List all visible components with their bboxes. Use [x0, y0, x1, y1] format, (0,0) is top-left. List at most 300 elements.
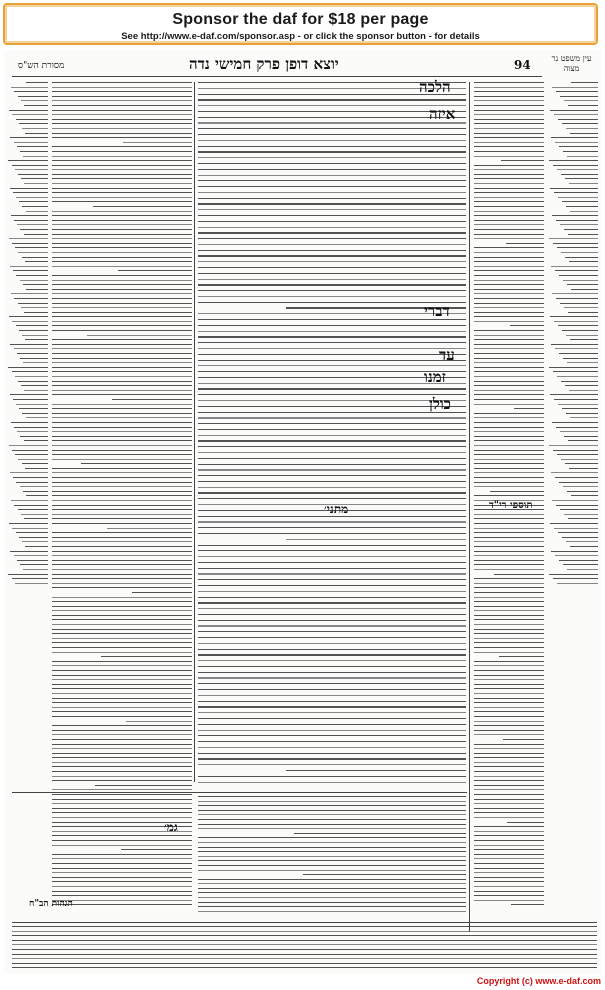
text-line: [126, 721, 192, 722]
text-line: [52, 91, 192, 92]
text-line: [474, 229, 544, 230]
header-rule: [12, 76, 542, 77]
text-line: [52, 454, 192, 455]
text-line: [52, 459, 192, 460]
text-line: [198, 828, 466, 829]
text-line: [11, 500, 48, 501]
text-line: [22, 413, 48, 414]
text-line: [52, 385, 192, 386]
text-line: [12, 114, 48, 115]
text-line: [559, 482, 599, 483]
text-line: [20, 436, 48, 437]
sponsor-banner[interactable]: [3, 3, 598, 45]
text-line: [198, 782, 466, 783]
text-line: [474, 858, 544, 859]
text-line: [52, 417, 192, 418]
text-line: [198, 747, 466, 748]
text-line: [21, 178, 48, 179]
text-line: [474, 578, 544, 579]
text-line: [553, 165, 599, 166]
text-line: [12, 958, 597, 959]
text-line: [198, 568, 466, 569]
talmud-page: [4, 50, 601, 974]
text-line: [52, 174, 192, 175]
text-line: [52, 114, 192, 115]
text-line: [12, 578, 48, 579]
text-line: [52, 100, 192, 101]
text-line: [52, 578, 192, 579]
text-line: [21, 307, 48, 308]
text-line: [198, 649, 466, 650]
text-line: [198, 608, 466, 609]
text-line: [554, 114, 599, 115]
text-line: [52, 422, 192, 423]
text-line: [556, 91, 598, 92]
text-line: [24, 390, 48, 391]
text-line: [198, 847, 466, 848]
footnote-rule: [12, 922, 597, 923]
text-line: [474, 100, 544, 101]
text-line: [52, 808, 192, 809]
text-line: [123, 142, 192, 143]
text-line: [198, 325, 466, 326]
text-line: [474, 831, 544, 832]
text-line: [14, 427, 48, 428]
text-line: [121, 849, 192, 850]
text-line: [198, 163, 466, 164]
text-line: [9, 445, 48, 446]
text-line: [198, 764, 466, 765]
text-line: [52, 569, 192, 570]
text-line: [52, 362, 192, 363]
text-line: [52, 583, 192, 584]
text-line: [52, 165, 192, 166]
text-line: [13, 399, 48, 400]
text-line: [15, 169, 48, 170]
text-line: [26, 82, 48, 83]
text-line: [95, 785, 192, 786]
text-line: [559, 353, 598, 354]
text-line: [198, 435, 466, 436]
text-line: [511, 904, 544, 905]
text-line: [52, 234, 192, 235]
text-line: [474, 87, 544, 88]
mishna-heading: מתני׳: [324, 502, 349, 516]
text-line: [474, 661, 544, 662]
text-line: [198, 758, 466, 759]
text-line: [474, 142, 544, 143]
text-line: [474, 192, 544, 193]
text-line: [570, 211, 598, 212]
text-line: [198, 348, 466, 349]
text-line: [286, 539, 466, 540]
text-line: [52, 119, 192, 120]
text-line: [52, 312, 192, 313]
text-line: [22, 541, 48, 542]
text-line: [562, 123, 599, 124]
text-line: [18, 252, 48, 253]
text-line: [474, 665, 544, 666]
text-line: [490, 491, 544, 492]
text-line: [52, 491, 192, 492]
text-line: [52, 468, 192, 469]
text-line: [19, 123, 48, 124]
text-line: [52, 257, 192, 258]
text-line: [303, 874, 466, 875]
text-line: [198, 545, 466, 546]
text-line: [20, 280, 48, 281]
text-line: [474, 413, 544, 414]
text-line: [198, 672, 466, 673]
text-line: [52, 160, 192, 161]
text-line: [571, 289, 599, 290]
text-line: [52, 895, 192, 896]
text-line: [561, 459, 598, 460]
text-line: [52, 633, 192, 634]
text-line: [474, 344, 544, 345]
text-line: [198, 902, 466, 903]
text-line: [474, 261, 544, 262]
text-line: [567, 362, 598, 363]
text-line: [556, 220, 599, 221]
text-line: [52, 289, 192, 290]
text-line: [474, 477, 544, 478]
text-line: [554, 321, 599, 322]
text-line: [198, 157, 466, 158]
text-line: [474, 358, 544, 359]
left-commentary-column: [52, 82, 192, 932]
text-line: [14, 505, 48, 506]
page-number: 94: [514, 58, 531, 72]
text-line: [198, 394, 466, 395]
text-line: [9, 110, 48, 111]
text-line: [198, 550, 466, 551]
text-line: [11, 215, 48, 216]
text-line: [26, 289, 48, 290]
text-line: [12, 967, 597, 968]
text-line: [52, 293, 192, 294]
text-line: [22, 257, 48, 258]
text-line: [474, 247, 544, 248]
text-line: [52, 82, 192, 83]
text-line: [52, 390, 192, 391]
text-line: [474, 845, 544, 846]
text-line: [52, 431, 192, 432]
text-line: [19, 330, 48, 331]
text-line: [21, 514, 48, 515]
text-line: [474, 748, 544, 749]
text-line: [558, 197, 598, 198]
text-line: [474, 679, 544, 680]
text-line: [52, 275, 192, 276]
text-line: [554, 528, 599, 529]
text-line: [569, 183, 599, 184]
text-line: [198, 879, 466, 880]
text-line: [52, 404, 192, 405]
text-line: [25, 133, 48, 134]
text-line: [52, 587, 192, 588]
text-line: [198, 556, 466, 557]
text-line: [474, 201, 544, 202]
text-line: [556, 505, 598, 506]
text-line: [52, 684, 192, 685]
text-line: [474, 670, 544, 671]
text-line: [52, 105, 192, 106]
text-line: [24, 105, 48, 106]
text-line: [561, 252, 598, 253]
text-line: [556, 298, 598, 299]
text-line: [474, 744, 544, 745]
text-line: [474, 303, 544, 304]
text-line: [10, 472, 48, 473]
text-line: [198, 192, 466, 193]
text-line: [25, 339, 48, 340]
text-line: [569, 261, 598, 262]
text-line: [23, 491, 48, 492]
text-line: [474, 165, 544, 166]
text-line: [198, 440, 466, 441]
text-line: [198, 250, 466, 251]
text-line: [474, 96, 544, 97]
text-line: [474, 872, 544, 873]
text-line: [22, 206, 48, 207]
text-line: [52, 495, 192, 496]
text-line: [474, 597, 544, 598]
text-line: [52, 597, 192, 598]
text-line: [52, 854, 192, 855]
text-line: [570, 417, 598, 418]
text-line: [474, 868, 544, 869]
text-line: [474, 633, 544, 634]
text-line: [564, 436, 599, 437]
text-line: [52, 156, 192, 157]
text-line: [474, 551, 544, 552]
sponsor-title[interactable]: Sponsor the daf for $18 per page: [172, 11, 429, 28]
text-line: [550, 316, 599, 317]
text-line: [52, 371, 192, 372]
text-line: [25, 546, 48, 547]
text-line: [20, 486, 48, 487]
text-line: [14, 348, 48, 349]
text-line: [198, 122, 466, 123]
text-line: [474, 721, 544, 722]
text-line: [52, 642, 192, 643]
text-line: [52, 376, 192, 377]
text-line: [474, 376, 544, 377]
text-line: [474, 335, 544, 336]
text-line: [198, 776, 466, 777]
text-line: [198, 801, 466, 802]
text-line: [198, 573, 466, 574]
text-line: [198, 99, 466, 100]
text-line: [474, 123, 544, 124]
copyright-link[interactable]: Copyright (c) www.e-daf.com: [476, 976, 601, 986]
text-line: [52, 96, 192, 97]
text-line: [474, 592, 544, 593]
text-line: [198, 660, 466, 661]
text-line: [474, 353, 544, 354]
text-line: [474, 546, 544, 547]
text-line: [20, 151, 48, 152]
text-line: [52, 647, 192, 648]
text-line: [474, 133, 544, 134]
text-line: [21, 385, 48, 386]
text-line: [474, 482, 544, 483]
text-line: [198, 400, 466, 401]
text-line: [474, 642, 544, 643]
text-line: [474, 849, 544, 850]
text-line: [474, 900, 544, 901]
text-line: [198, 198, 466, 199]
main-word-zmano: זמנו: [424, 368, 446, 386]
text-line: [52, 192, 192, 193]
text-line: [52, 619, 192, 620]
text-line: [474, 734, 544, 735]
text-line: [474, 110, 544, 111]
text-line: [198, 452, 466, 453]
text-line: [16, 532, 48, 533]
text-line: [13, 192, 48, 193]
text-line: [8, 160, 48, 161]
text-line: [503, 739, 544, 740]
text-line: [474, 835, 544, 836]
text-line: [11, 87, 48, 88]
text-line: [52, 716, 192, 717]
text-line: [555, 477, 599, 478]
text-line: [198, 215, 466, 216]
text-line: [132, 592, 192, 593]
text-line: [198, 856, 466, 857]
text-line: [474, 523, 544, 524]
text-line: [558, 532, 599, 533]
text-line: [26, 211, 48, 212]
text-line: [198, 388, 466, 389]
text-line: [550, 188, 598, 189]
text-line: [474, 757, 544, 758]
text-line: [563, 358, 598, 359]
text-line: [52, 817, 192, 818]
text-line: [474, 312, 544, 313]
text-line: [23, 569, 48, 570]
sponsor-subtitle[interactable]: See http://www.e-daf.com/sponsor.asp - or click the sponsor button - for details: [121, 31, 480, 42]
text-line: [52, 900, 192, 901]
text-line: [560, 509, 598, 510]
text-line: [12, 926, 597, 927]
text-line: [24, 234, 48, 235]
text-line: [198, 238, 466, 239]
text-line: [474, 891, 544, 892]
text-line: [567, 284, 599, 285]
text-line: [566, 413, 598, 414]
text-line: [14, 91, 48, 92]
text-line: [551, 551, 598, 552]
text-line: [563, 564, 598, 565]
text-line: [198, 533, 466, 534]
text-line: [474, 684, 544, 685]
text-line: [198, 712, 466, 713]
text-line: [474, 472, 544, 473]
text-line: [198, 244, 466, 245]
text-line: [19, 408, 48, 409]
text-line: [474, 619, 544, 620]
text-line: [23, 156, 48, 157]
text-line: [560, 303, 598, 304]
text-line: [474, 688, 544, 689]
text-line: [10, 266, 48, 267]
text-line: [474, 812, 544, 813]
text-line: [474, 776, 544, 777]
text-line: [52, 381, 192, 382]
text-line: [52, 353, 192, 354]
text-line: [474, 541, 544, 542]
text-line: [198, 261, 466, 262]
text-line: [198, 730, 466, 731]
text-line: [52, 211, 192, 212]
text-line: [52, 652, 192, 653]
text-line: [198, 290, 466, 291]
text-line: [52, 440, 192, 441]
text-line: [571, 82, 599, 83]
text-line: [198, 209, 466, 210]
text-line: [52, 734, 192, 735]
text-line: [474, 362, 544, 363]
text-line: [570, 339, 599, 340]
text-line: [198, 810, 466, 811]
text-line: [198, 475, 466, 476]
text-line: [474, 422, 544, 423]
text-line: [9, 238, 48, 239]
text-line: [474, 440, 544, 441]
text-line: [557, 376, 599, 377]
text-line: [514, 408, 544, 409]
text-line: [198, 666, 466, 667]
text-line: [294, 833, 466, 834]
text-line: [474, 794, 544, 795]
text-line: [474, 224, 544, 225]
text-line: [474, 702, 544, 703]
text-line: [198, 279, 466, 280]
text-line: [20, 564, 48, 565]
text-line: [474, 854, 544, 855]
text-line: [52, 725, 192, 726]
text-line: [16, 197, 48, 198]
text-line: [12, 944, 597, 945]
text-line: [52, 555, 192, 556]
text-line: [52, 413, 192, 414]
text-line: [557, 454, 598, 455]
text-line: [568, 105, 598, 106]
text-line: [474, 431, 544, 432]
text-line: [52, 169, 192, 170]
text-line: [474, 564, 544, 565]
text-line: [52, 482, 192, 483]
text-line: [474, 803, 544, 804]
text-line: [16, 119, 48, 120]
text-line: [563, 151, 598, 152]
text-line: [198, 255, 466, 256]
text-line: [52, 87, 192, 88]
main-word-halacha: הלכה: [419, 78, 451, 96]
text-line: [198, 643, 466, 644]
text-line: [52, 215, 192, 216]
text-line: [474, 321, 544, 322]
text-line: [52, 551, 192, 552]
text-line: [52, 151, 192, 152]
text-line: [198, 423, 466, 424]
text-line: [52, 904, 192, 905]
text-line: [198, 631, 466, 632]
text-line: [474, 780, 544, 781]
